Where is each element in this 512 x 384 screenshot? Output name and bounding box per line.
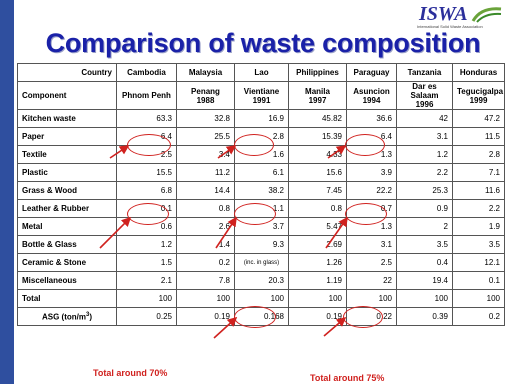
table-cell: 100 — [289, 290, 347, 308]
table-cell: 2.2 — [397, 164, 453, 182]
country-cell: Philippines — [289, 64, 347, 82]
table-cell: 1.9 — [453, 218, 505, 236]
country-label: Country — [18, 64, 117, 82]
table-cell: (inc. in glass) — [235, 254, 289, 272]
table-cell: 38.2 — [235, 182, 289, 200]
table-cell: 2.6 — [177, 218, 235, 236]
table-cell: 3.5 — [453, 236, 505, 254]
city-year: 1988 — [196, 95, 215, 105]
row-label: Paper — [18, 128, 117, 146]
arrow-icon — [100, 218, 130, 248]
table-cell: 3.1 — [397, 128, 453, 146]
row-label: Leather & Rubber — [18, 200, 117, 218]
table-cell: 0.8 — [289, 200, 347, 218]
table-cell: 9.3 — [235, 236, 289, 254]
row-label: Grass & Wood — [18, 182, 117, 200]
table-cell: 0.19 — [177, 308, 235, 326]
table-cell: 6.8 — [117, 182, 177, 200]
arrow-icon — [218, 146, 235, 158]
city-name: Manila — [305, 86, 330, 96]
table-cell: 15.39 — [289, 128, 347, 146]
table-cell: 100 — [117, 290, 177, 308]
table-cell: 1.3 — [347, 218, 397, 236]
table-cell: 32.8 — [177, 110, 235, 128]
table-cell: 0.7 — [347, 200, 397, 218]
row-label: Metal — [18, 218, 117, 236]
row-label: Ceramic & Stone — [18, 254, 117, 272]
asg-superscript: 3 — [85, 311, 90, 318]
table-cell: 0.22 — [347, 308, 397, 326]
table-cell: 0.1 — [117, 200, 177, 218]
table-cell: 0.2 — [177, 254, 235, 272]
table-cell: 3.7 — [235, 218, 289, 236]
table-cell: 1.2 — [117, 236, 177, 254]
table-cell: 7.45 — [289, 182, 347, 200]
city-name: Phnom Penh — [122, 91, 171, 100]
table-cell: 2.2 — [453, 200, 505, 218]
city-year: 1994 — [362, 95, 381, 105]
table-cell: 36.6 — [347, 110, 397, 128]
table-cell: 4.33 — [289, 146, 347, 164]
row-label: Total — [18, 290, 117, 308]
table-cell: 1.3 — [347, 146, 397, 164]
table-cell: 20.3 — [235, 272, 289, 290]
row-label: Textile — [18, 146, 117, 164]
table-cell: 25.3 — [397, 182, 453, 200]
table-cell: 2.1 — [117, 272, 177, 290]
table-cell: 3.4 — [177, 146, 235, 164]
table-cell: 14.4 — [177, 182, 235, 200]
slide-title: Comparison of waste composition — [45, 28, 481, 58]
footnote-left: Total around 70% — [93, 368, 168, 378]
city-year: 1997 — [308, 95, 327, 105]
table-cell: 1.26 — [289, 254, 347, 272]
city-name: Tegucigalpa — [457, 86, 504, 96]
table-cell: 0.8 — [177, 200, 235, 218]
asg-label-text: ASG (ton/m — [41, 312, 86, 322]
table-cell: 16.9 — [235, 110, 289, 128]
component-label: Component — [18, 82, 117, 110]
row-label: Miscellaneous — [18, 272, 117, 290]
table-cell: 0.1 — [453, 272, 505, 290]
table-cell: 11.6 — [453, 182, 505, 200]
table-cell: 42 — [397, 110, 453, 128]
table-cell: 11.2 — [177, 164, 235, 182]
table-cell: 6.1 — [235, 164, 289, 182]
table-cell: 2.5 — [347, 254, 397, 272]
table-cell: 100 — [235, 290, 289, 308]
table-cell: 100 — [453, 290, 505, 308]
table-cell: 15.5 — [117, 164, 177, 182]
footnote-right: Total around 75% — [310, 373, 385, 383]
table-cell: 1.19 — [289, 272, 347, 290]
arrow-icon — [216, 218, 236, 248]
arrow-icon — [326, 218, 347, 248]
country-cell: Paraguay — [347, 64, 397, 82]
table-cell: 12.1 — [453, 254, 505, 272]
city-name: Vientiane — [243, 86, 280, 96]
table-cell: 45.82 — [289, 110, 347, 128]
table-cell: 2.5 — [117, 146, 177, 164]
table-cell: 47.2 — [453, 110, 505, 128]
table-cell: 6.4 — [117, 128, 177, 146]
table-cell: 2 — [397, 218, 453, 236]
table-cell: 0.6 — [117, 218, 177, 236]
table-cell: 2.8 — [235, 128, 289, 146]
table-cell: 22 — [347, 272, 397, 290]
table-cell: 100 — [177, 290, 235, 308]
table-cell: 7.8 — [177, 272, 235, 290]
table-cell: 2.69 — [289, 236, 347, 254]
row-label: Plastic — [18, 164, 117, 182]
table-cell: 7.1 — [453, 164, 505, 182]
table-cell: 0.2 — [453, 308, 505, 326]
city-year: 1999 — [469, 95, 488, 105]
table-cell: 11.5 — [453, 128, 505, 146]
table-cell: 1.6 — [235, 146, 289, 164]
table-cell: 100 — [397, 290, 453, 308]
country-cell: Honduras — [453, 64, 505, 82]
table-cell: 3.9 — [347, 164, 397, 182]
country-cell: Cambodia — [117, 64, 177, 82]
arrow-icon — [328, 146, 345, 158]
table-cell: 1.4 — [177, 236, 235, 254]
arrow-icon — [110, 146, 128, 158]
arrow-icon — [324, 318, 345, 336]
table-cell: 1.2 — [397, 146, 453, 164]
country-cell: Malaysia — [177, 64, 235, 82]
table-cell: 3.1 — [347, 236, 397, 254]
table-cell: 0.39 — [397, 308, 453, 326]
logo-subtitle: International Solid Waste Association — [417, 24, 483, 29]
table-cell: 0.9 — [397, 200, 453, 218]
table-cell: 1.5 — [117, 254, 177, 272]
city-name: Asuncion — [353, 86, 390, 96]
city-name: Penang — [191, 86, 220, 96]
arrow-icon — [214, 318, 236, 338]
table-cell: 22.2 — [347, 182, 397, 200]
logo-text: ISWA — [419, 3, 468, 25]
table-cell: 63.3 — [117, 110, 177, 128]
table-cell: 0.168 — [235, 308, 289, 326]
row-label: Kitchen waste — [18, 110, 117, 128]
table-cell: 3.5 — [397, 236, 453, 254]
table-cell: 0.19 — [289, 308, 347, 326]
table-cell: 2.8 — [453, 146, 505, 164]
table-cell: 1.1 — [235, 200, 289, 218]
table-cell: 0.4 — [397, 254, 453, 272]
city-name: Dar es Salaam — [410, 82, 439, 100]
country-cell: Lao — [235, 64, 289, 82]
asg-label-close: ) — [89, 312, 92, 322]
country-cell: Tanzania — [397, 64, 453, 82]
city-year: 1996 — [415, 100, 434, 109]
table-cell: 15.6 — [289, 164, 347, 182]
table-cell: 19.4 — [397, 272, 453, 290]
row-label: Bottle & Glass — [18, 236, 117, 254]
table-cell: 100 — [347, 290, 397, 308]
table-cell: 0.25 — [117, 308, 177, 326]
city-year: 1991 — [252, 95, 271, 105]
table-cell: 25.5 — [177, 128, 235, 146]
table-cell: 6.4 — [347, 128, 397, 146]
table-cell: 5.47 — [289, 218, 347, 236]
